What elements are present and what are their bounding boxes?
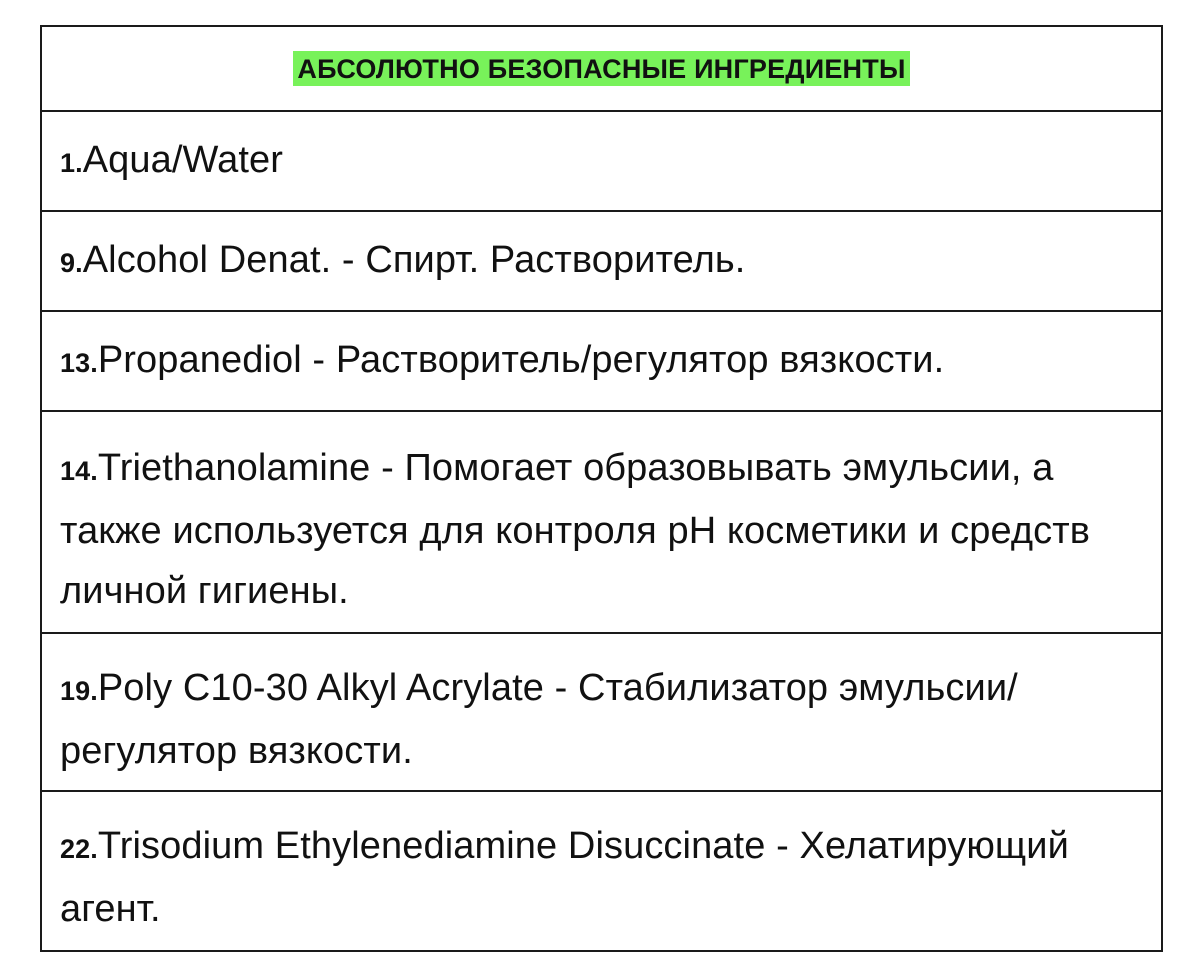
table-row bbox=[42, 310, 1161, 410]
row-text: Aqua/Water bbox=[82, 138, 283, 181]
row-text: Alcohol Denat. - Спирт. Растворитель. bbox=[82, 238, 746, 281]
row-number: 1. bbox=[60, 147, 83, 178]
row-number: 13. bbox=[60, 347, 98, 378]
row-content bbox=[60, 130, 283, 193]
row-number: 19. bbox=[60, 676, 98, 706]
ingredients-table bbox=[40, 25, 1163, 952]
row-number: 9. bbox=[60, 247, 83, 278]
table-row bbox=[42, 110, 1161, 210]
row-content bbox=[60, 438, 1143, 621]
table-row bbox=[42, 790, 1161, 950]
table-row bbox=[42, 410, 1161, 632]
row-number: 22. bbox=[60, 834, 98, 864]
row-number: 14. bbox=[60, 456, 98, 486]
row-text: Propanediol - Растворитель/регулятор вязкости. bbox=[97, 338, 945, 381]
row-content bbox=[60, 816, 1143, 939]
row-content bbox=[60, 330, 944, 393]
table-row bbox=[42, 210, 1161, 310]
row-text: Poly C10-30 Alkyl Acrylate - Стабилизатор эмульсии/регулятор вязкости. bbox=[60, 667, 1018, 772]
table-title: АБСОЛЮТНО БЕЗОПАСНЫЕ ИНГРЕДИЕНТЫ bbox=[293, 51, 909, 86]
table-header-row bbox=[42, 27, 1161, 110]
table-row bbox=[42, 632, 1161, 790]
row-content bbox=[60, 230, 745, 293]
row-content bbox=[60, 658, 1143, 781]
row-text: Triethanolamine - Помогает образовывать эмульсии, а также используется для контроля pH косметики и средств личной гигиены. bbox=[60, 447, 1091, 612]
row-text: Trisodium Ethylenediamine Disuccinate - Хелатирующий агент. bbox=[60, 825, 1069, 930]
